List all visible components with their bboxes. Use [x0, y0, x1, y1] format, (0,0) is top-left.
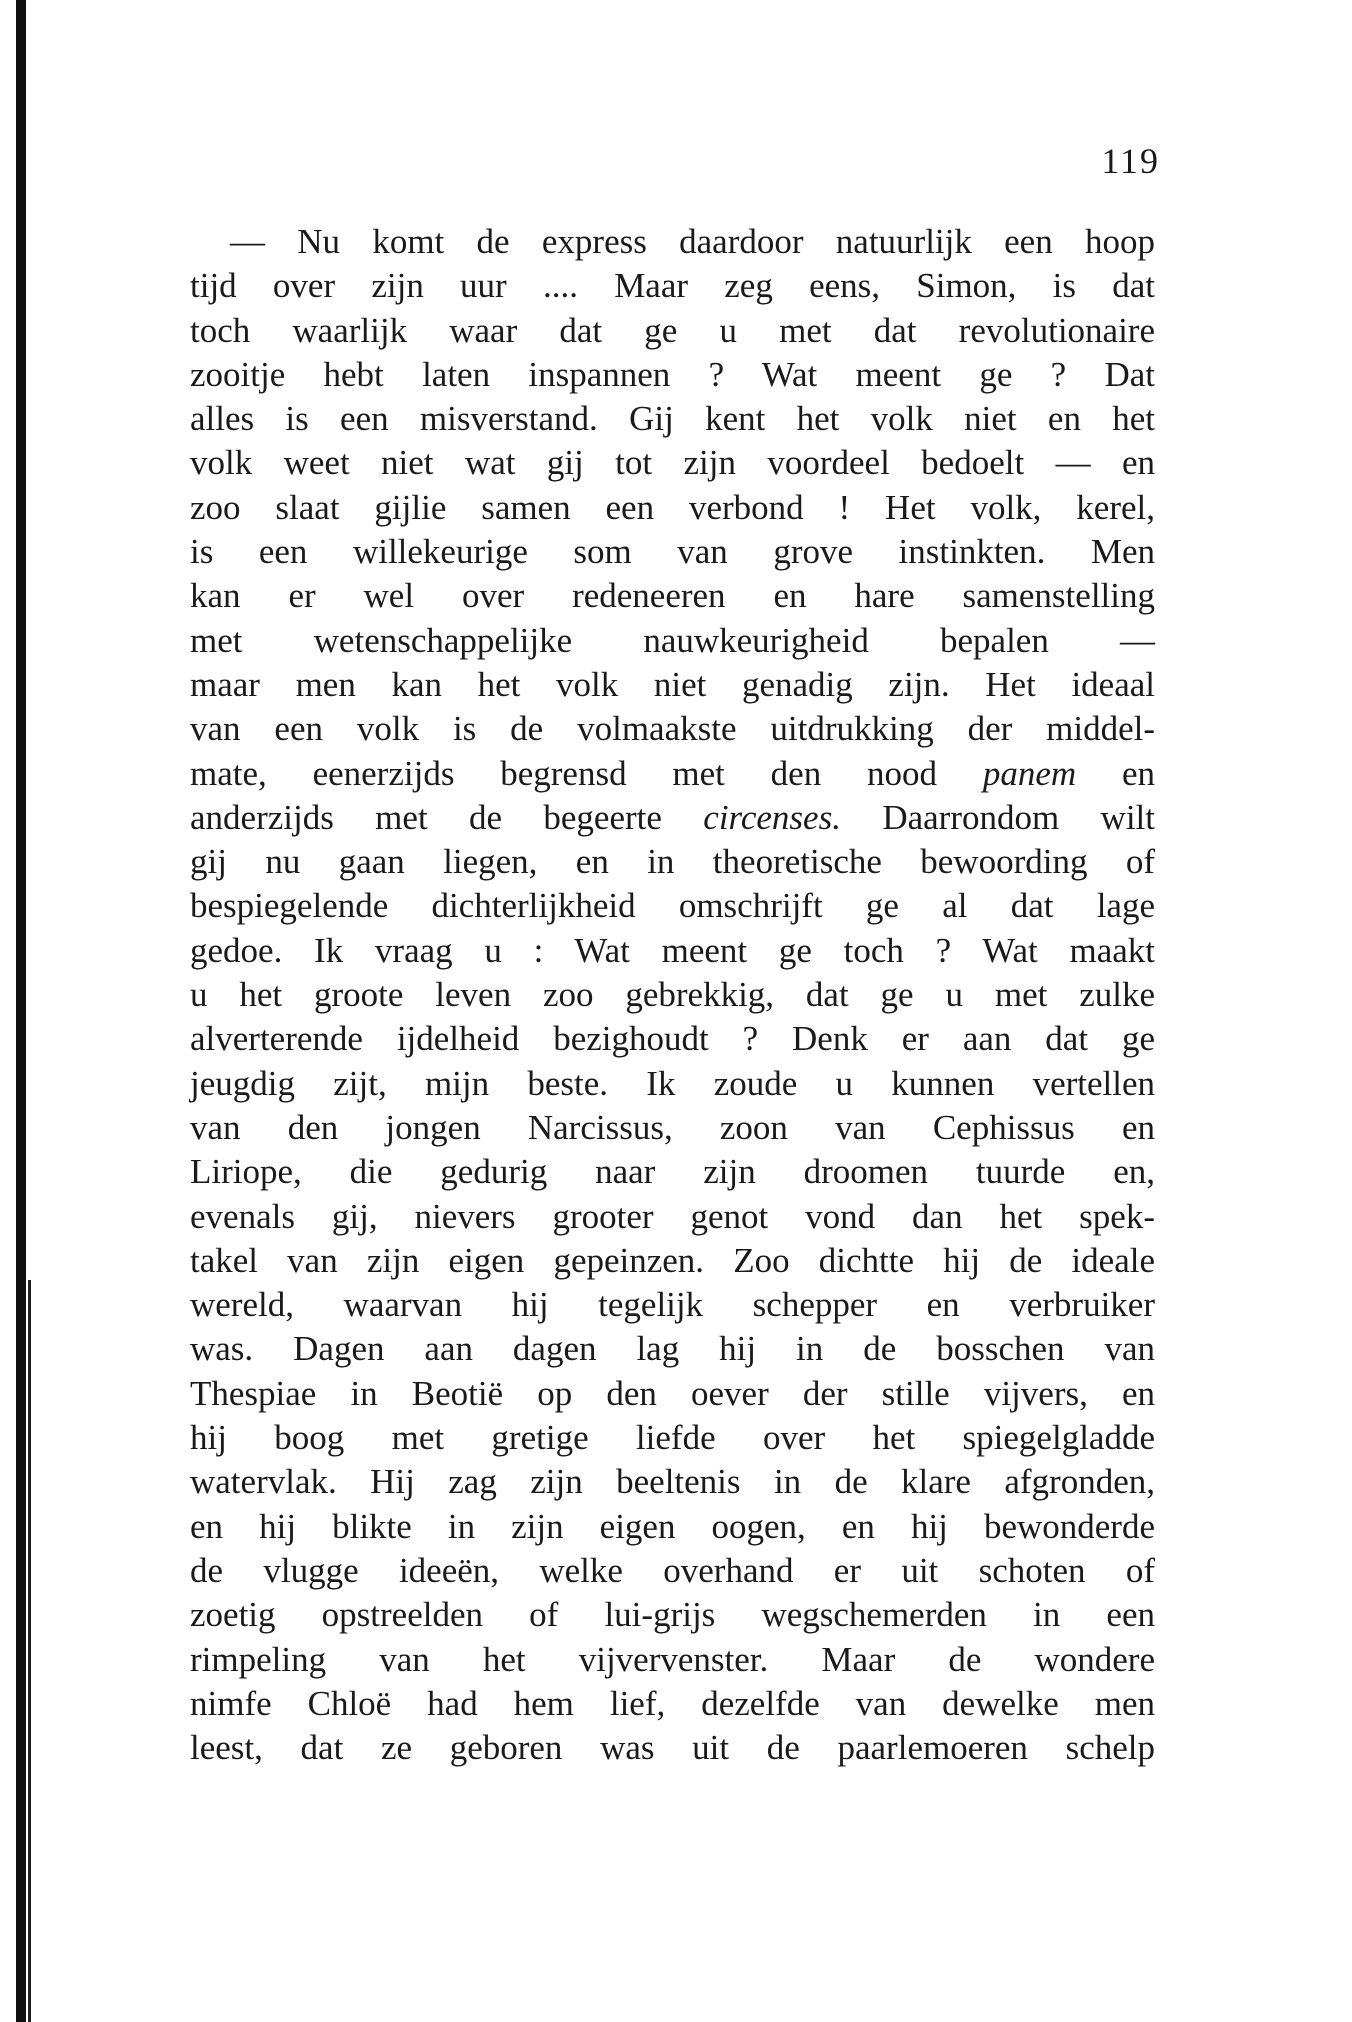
text-line: evenals gij, nievers grooter genot vond dan het spek-	[190, 1196, 1155, 1236]
text-line: de vlugge ideeën, welke overhand er uit schoten of	[190, 1550, 1155, 1590]
page-number: 119	[1101, 141, 1160, 181]
text-line: tijd over zijn uur .... Maar zeg eens, Simon, is dat	[190, 266, 1155, 306]
text-line: bespiegelende dichterlijkheid omschrijft ge al dat lage	[190, 886, 1155, 926]
text-line: van den jongen Narcissus, zoon van Cephissus en	[190, 1107, 1155, 1147]
text-line: wereld, waarvan hij tegelijk schepper en verbruiker	[190, 1285, 1155, 1325]
text-line: maar men kan het volk niet genadig zijn. Het ideaal	[190, 664, 1155, 704]
text-line: toch waarlijk waar dat ge u met dat revolutionaire	[190, 310, 1155, 350]
text-line: nimfe Chloë had hem lief, dezelfde van dewelke men	[190, 1683, 1155, 1723]
text-line: van een volk is de volmaakste uitdrukking der middel-	[190, 709, 1155, 749]
text-line-circenses	[190, 796, 1155, 840]
text-line: gij nu gaan liegen, en in theoretische bewoording of	[190, 842, 1155, 882]
italic-word: circenses.	[703, 797, 841, 837]
text-line: Liriope, die gedurig naar zijn droomen tuurde en,	[190, 1152, 1155, 1192]
text-line: was. Dagen aan dagen lag hij in de bosschen van	[190, 1329, 1155, 1369]
text-line: rimpeling van het vijvervenster. Maar de wondere	[190, 1639, 1155, 1679]
text-line: Thespiae in Beotië op den oever der stille vijvers, en	[190, 1373, 1155, 1413]
text-line: kan er wel over redeneeren en hare samenstelling	[190, 576, 1155, 616]
text-line: takel van zijn eigen gepeinzen. Zoo dichtte hij de ideale	[190, 1240, 1155, 1280]
text-line: hij boog met gretige liefde over het spiegelgladde	[190, 1418, 1155, 1458]
text-segment: anderzijds met de begeerte	[190, 797, 662, 837]
text-line: alverterende ijdelheid bezighoudt ? Denk er aan dat ge	[190, 1019, 1155, 1059]
text-line: watervlak. Hij zag zijn beeltenis in de klare afgronden,	[190, 1462, 1155, 1502]
text-line: en hij blikte in zijn eigen oogen, en hij bewonderde	[190, 1506, 1155, 1546]
italic-word: panem	[982, 753, 1077, 793]
text-line: is een willekeurige som van grove instinkten. Men	[190, 532, 1155, 572]
page-binding-edge	[16, 0, 26, 2022]
body-text	[190, 220, 1155, 1770]
text-line: zooitje hebt laten inspannen ? Wat meent ge ? Dat	[190, 354, 1155, 394]
text-segment: mate, eenerzijds begrensd met den nood	[190, 753, 938, 793]
page-binding-shadow	[28, 1280, 31, 2022]
text-line: zoo slaat gijlie samen een verbond ! Het volk, kerel,	[190, 487, 1155, 527]
text-line: jeugdig zijt, mijn beste. Ik zoude u kunnen vertellen	[190, 1063, 1155, 1103]
text-line: alles is een misverstand. Gij kent het volk niet en het	[190, 399, 1155, 439]
text-line: volk weet niet wat gij tot zijn voordeel bedoelt — en	[190, 443, 1155, 483]
text-line: — Nu komt de express daardoor natuurlijk een hoop	[230, 222, 1155, 261]
text-segment: en	[1121, 753, 1156, 793]
text-line: gedoe. Ik vraag u : Wat meent ge toch ? Wat maakt	[190, 930, 1155, 970]
text-line: zoetig opstreelden of lui-grijs wegschemerden in een	[190, 1595, 1155, 1635]
text-line-panem	[190, 752, 1155, 796]
text-segment: Daarrondom wilt	[882, 797, 1156, 837]
text-line: met wetenschappelijke nauwkeurigheid bepalen —	[190, 620, 1155, 660]
text-line: u het groote leven zoo gebrekkig, dat ge u met zulke	[190, 975, 1155, 1015]
text-line: leest, dat ze geboren was uit de paarlemoeren schelp	[190, 1728, 1155, 1768]
